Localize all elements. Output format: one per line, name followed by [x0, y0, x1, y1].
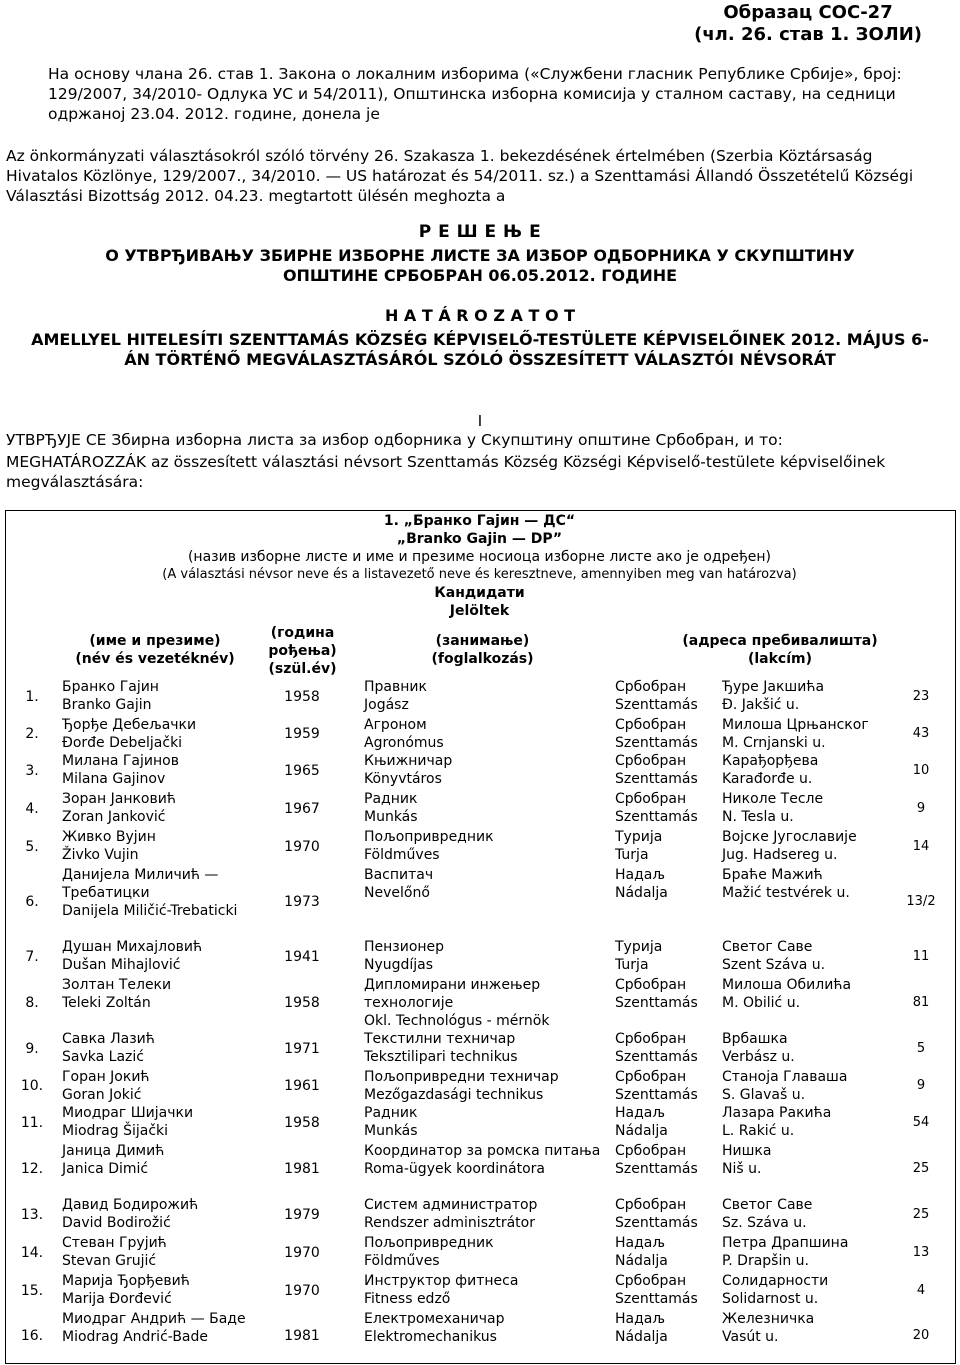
list-desc-sr: (назив изборне листе и име и презиме носиоца изборне листе ако је одређен) [187, 549, 772, 565]
place-hu: Szenttamás [615, 1215, 698, 1231]
place [615, 1104, 715, 1140]
place [615, 938, 715, 974]
occupation-hu: Földműves [364, 847, 440, 863]
occupation-hu: Roma-ügyek koordinátora [364, 1161, 546, 1177]
name-hu: Dušan Mihajlović [62, 957, 181, 973]
house-number: 13 [912, 1245, 930, 1260]
place-sr: Србобран [615, 717, 687, 733]
occupation-hu: Agronómus [364, 735, 444, 751]
row-number: 13. [20, 1207, 44, 1223]
occupation-hu: Jogász [364, 697, 409, 713]
row-number: 8. [25, 995, 39, 1011]
house-number: 13/2 [906, 894, 936, 909]
table-row [0, 1272, 960, 1310]
street [722, 1310, 887, 1346]
name-hu: David Bodirožić [62, 1215, 171, 1231]
house-number: 23 [912, 689, 930, 704]
place-sr: Србобран [615, 753, 687, 769]
table-row [0, 1234, 960, 1272]
place [615, 828, 715, 864]
place-hu: Szenttamás [615, 1291, 698, 1307]
candidates-label-sr: Кандидати [434, 585, 525, 601]
birth-year: 1970 [284, 1283, 320, 1299]
place-sr: Србобран [615, 1143, 687, 1159]
house-number: 25 [912, 1161, 930, 1176]
place-hu: Szenttamás [615, 995, 698, 1011]
place [615, 976, 715, 1012]
col-year-header [255, 624, 350, 678]
intro-hungarian: Az önkormányzati választásokról szóló törvény 26. Szakasza 1. bekezdésének értelmében (Szerbia Köztársaság Hivatalos Közlönye, 129/2007., 34/2010. — US határozat és 54/2011. sz.) a Szenttamási Állandó Összetételű Községi Választási Bizottság 2012. 04.23. megtartott ülésén meghozta a [6, 147, 914, 205]
name-hu: Goran Jokić [62, 1087, 142, 1103]
street-sr: Војске Југославије [722, 829, 857, 845]
table-row [0, 1104, 960, 1142]
table-row [0, 1196, 960, 1234]
candidate-name [62, 1104, 257, 1140]
col-year-hu: (szül.év) [268, 661, 337, 677]
occupation [364, 1142, 609, 1178]
street-sr: Станоја Главаша [722, 1069, 848, 1085]
street-sr: Петра Драпшина [722, 1235, 849, 1251]
col-year-sr: (година рођења) [268, 625, 337, 659]
place-hu: Turja [615, 847, 649, 863]
occupation-sr: Пољопривредник [364, 1235, 494, 1251]
place-sr: Србобран [615, 1273, 687, 1289]
name-sr: Душан Михајловић [62, 939, 203, 955]
birth-year: 1981 [284, 1161, 320, 1177]
street [722, 1234, 887, 1270]
street-hu: M. Obilić u. [722, 995, 801, 1011]
place [615, 752, 715, 788]
street-hu: Mažić testvérek u. [722, 885, 850, 901]
name-sr: Ђорђе Дебељачки [62, 717, 197, 733]
intro-serbian: На основу члана 26. став 1. Закона о локалним изборима («Службени гласник Републике Србије», број: 129/2007, 34/2010- Одлука УС и 54/2011), Општинска изборна комисија у сталном саставу, на седници одржаној 23.04. 2012. године, донела је [48, 65, 902, 123]
occupation [364, 678, 609, 714]
house-number: 4 [916, 1283, 926, 1298]
street [722, 1142, 887, 1178]
candidate-name [62, 1272, 257, 1308]
place [615, 1196, 715, 1232]
street-hu: Đ. Jakšić u. [722, 697, 800, 713]
occupation-hu: Könyvtáros [364, 771, 442, 787]
col-job-hu: (foglalkozás) [431, 651, 534, 667]
place [615, 1272, 715, 1308]
occupation-hu: Földműves [364, 1253, 440, 1269]
form-code: Образац СОС-27 [723, 2, 893, 23]
candidate-name [62, 938, 257, 974]
occupation [364, 1234, 609, 1270]
place-hu: Szenttamás [615, 1049, 698, 1065]
occupation-sr: Васпитач [364, 867, 434, 883]
occupation [364, 938, 609, 974]
place [615, 1142, 715, 1178]
street-hu: Sz. Száva u. [722, 1215, 807, 1231]
occupation [364, 976, 609, 1030]
occupation [364, 752, 609, 788]
street-hu: Szent Száva u. [722, 957, 826, 973]
name-sr: Марија Ђорђевић [62, 1273, 190, 1289]
house-number: 9 [916, 1078, 926, 1093]
place [615, 678, 715, 714]
decision-title-sr: Р Е Ш Е Њ Е [418, 222, 542, 242]
name-hu: Milana Gajinov [62, 771, 166, 787]
place-hu: Nádalja [615, 1253, 668, 1269]
birth-year: 1979 [284, 1207, 320, 1223]
street [722, 976, 887, 1012]
street [722, 866, 887, 902]
place-sr: Турија [615, 829, 663, 845]
occupation-hu: Okl. Technológus - mérnök [364, 1013, 550, 1029]
street-hu: Verbász u. [722, 1049, 795, 1065]
name-sr: Савка Лазић [62, 1031, 155, 1047]
candidate-name [62, 716, 257, 752]
occupation-hu: Mezőgazdasági technikus [364, 1087, 544, 1103]
birth-year: 1958 [284, 1115, 320, 1131]
street [722, 752, 887, 788]
birth-year: 1958 [284, 995, 320, 1011]
name-sr: Живко Вујин [62, 829, 156, 845]
row-number: 3. [25, 763, 39, 779]
place-hu: Nádalja [615, 885, 668, 901]
row-number: 16. [20, 1328, 44, 1344]
occupation [364, 1068, 609, 1104]
decision-subtitle-hu: AMELLYEL HITELESÍTI SZENTTAMÁS KÖZSÉG KÉPVISELŐ-TESTÜLETE KÉPVISELŐINEK 2012. MÁJUS 6-ÁN TÖRTÉNŐ MEGVÁLASZTÁSÁRÓL SZÓLÓ ÖSSZESÍTETT VÁLASZTÓI NÉVSORÁT [31, 330, 929, 369]
occupation-hu: Munkás [364, 1123, 418, 1139]
birth-year: 1959 [284, 726, 320, 742]
name-sr: Бранко Гајин [62, 679, 159, 695]
occupation-hu: Nyugdíjas [364, 957, 434, 973]
name-sr: Давид Бодирожић [62, 1197, 199, 1213]
decision-title-hu: H A T Á R O Z A T O T [384, 306, 576, 325]
col-name-header [55, 632, 255, 668]
place-sr: Турија [615, 939, 663, 955]
occupation-sr: Систем администратор [364, 1197, 538, 1213]
name-sr: Јаница Димић [62, 1143, 165, 1159]
street-sr: Нишка [722, 1143, 772, 1159]
street-sr: Светог Саве [722, 1197, 813, 1213]
street-sr: Солидарности [722, 1273, 829, 1289]
street [722, 678, 887, 714]
list-title-sr: 1. „Бранко Гајин — ДС“ [383, 513, 576, 529]
form-article: (чл. 26. став 1. ЗОЛИ) [694, 24, 922, 45]
house-number: 25 [912, 1207, 930, 1222]
name-sr: Миодраг Андрић — Баде [62, 1311, 246, 1327]
birth-year: 1958 [284, 689, 320, 705]
street-hu: N. Tesla u. [722, 809, 794, 825]
place [615, 1068, 715, 1104]
birth-year: 1941 [284, 949, 320, 965]
street [722, 1196, 887, 1232]
place-sr: Србобран [615, 1031, 687, 1047]
street-sr: Николе Тесле [722, 791, 824, 807]
occupation-hu: Nevelőnő [364, 885, 430, 901]
house-number: 14 [912, 839, 930, 854]
birth-year: 1971 [284, 1041, 320, 1057]
place [615, 1310, 715, 1346]
occupation [364, 790, 609, 826]
occupation [364, 1310, 609, 1346]
row-number: 12. [20, 1161, 44, 1177]
occupation-sr: Пензионер [364, 939, 445, 955]
place-sr: Србобран [615, 1069, 687, 1085]
table-row [0, 1030, 960, 1068]
candidates-label-hu: Jelöltek [449, 603, 510, 619]
candidate-name [62, 1234, 257, 1270]
statement-hungarian: MEGHATÁROZZÁK az összesített választási névsort Szenttamás Község Községi Képviselő-testülete képviselőinek megválasztására: [6, 453, 886, 491]
list-header [5, 512, 954, 620]
table-row [0, 866, 960, 938]
row-number: 7. [25, 949, 39, 965]
row-number: 15. [20, 1283, 44, 1299]
table-row [0, 828, 960, 866]
place-sr: Србобран [615, 791, 687, 807]
birth-year: 1970 [284, 1245, 320, 1261]
house-number: 9 [916, 801, 926, 816]
place-hu: Szenttamás [615, 697, 698, 713]
name-hu: Živko Vujin [62, 847, 139, 863]
house-number: 5 [916, 1041, 926, 1056]
row-number: 1. [25, 689, 39, 705]
street-hu: Karađorđe u. [722, 771, 813, 787]
street-hu: Niš u. [722, 1161, 762, 1177]
occupation [364, 1272, 609, 1308]
candidate-name [62, 678, 257, 714]
col-address-header [610, 632, 950, 668]
occupation-sr: Координатор за ромска питања [364, 1143, 601, 1159]
candidate-name [62, 828, 257, 864]
birth-year: 1981 [284, 1328, 320, 1344]
occupation-hu: Munkás [364, 809, 418, 825]
street-sr: Светог Саве [722, 939, 813, 955]
col-address-hu: (lakcím) [747, 651, 813, 667]
candidate-name [62, 752, 257, 788]
place-hu: Nádalja [615, 1329, 668, 1345]
birth-year: 1973 [284, 894, 320, 910]
occupation-sr: Инструктор фитнеса [364, 1273, 519, 1289]
col-job-sr: (занимање) [435, 633, 530, 649]
name-sr: Зоран Јанковић [62, 791, 176, 807]
table-row [0, 938, 960, 976]
col-name-sr: (име и презиме) [89, 633, 221, 649]
street [722, 716, 887, 752]
row-number: 6. [25, 894, 39, 910]
occupation-sr: Радник [364, 791, 418, 807]
birth-year: 1965 [284, 763, 320, 779]
name-hu: Branko Gajin [62, 697, 152, 713]
section-number: I [477, 412, 483, 430]
table-row [0, 1068, 960, 1104]
col-job-header [360, 632, 605, 668]
street [722, 1272, 887, 1308]
street-hu: P. Drapšin u. [722, 1253, 809, 1269]
table-row [0, 790, 960, 828]
house-number: 43 [912, 726, 930, 741]
street-sr: Лазара Ракића [722, 1105, 832, 1121]
row-number: 5. [25, 839, 39, 855]
house-number: 54 [912, 1115, 930, 1130]
place-sr: Србобран [615, 1197, 687, 1213]
decision-subtitle-sr: О УТВРЂИВАЊУ ЗБИРНЕ ИЗБОРНЕ ЛИСТЕ ЗА ИЗБОР ОДБОРНИКА У СКУПШТИНУ ОПШТИНЕ СРБОБРАН 06.05.2012. ГОДИНЕ [105, 246, 855, 285]
name-sr: Милана Гајинов [62, 753, 179, 769]
place-hu: Szenttamás [615, 771, 698, 787]
candidate-name [62, 1030, 257, 1066]
table-row [0, 976, 960, 1030]
list-desc-hu: (A választási névsor neve és a listavezető neve és keresztneve, amennyiben meg van határozva) [162, 567, 797, 582]
row-number: 11. [20, 1115, 44, 1131]
table-row [0, 716, 960, 752]
name-hu: Teleki Zoltán [62, 995, 151, 1011]
house-number: 10 [912, 763, 930, 778]
occupation [364, 828, 609, 864]
street [722, 938, 887, 974]
row-number: 2. [25, 726, 39, 742]
birth-year: 1967 [284, 801, 320, 817]
row-number: 10. [20, 1078, 44, 1094]
place-hu: Turja [615, 957, 649, 973]
name-hu: Miodrag Šijački [62, 1123, 169, 1139]
occupation-sr: Књижничар [364, 753, 453, 769]
row-number: 4. [25, 801, 39, 817]
candidate-name [62, 866, 257, 920]
place-sr: Надаљ [615, 1311, 665, 1327]
street-hu: Jug. Hadsereg u. [722, 847, 838, 863]
street [722, 828, 887, 864]
occupation-hu: Elektromechanikus [364, 1329, 497, 1345]
name-sr: Данијела Миличић — Требатицки [62, 867, 219, 901]
house-number: 20 [912, 1328, 930, 1343]
candidate-name [62, 790, 257, 826]
list-title-hu: „Branko Gajin — DP” [396, 531, 563, 547]
place-hu: Szenttamás [615, 809, 698, 825]
occupation-hu: Rendszer adminisztrátor [364, 1215, 535, 1231]
candidate-name [62, 976, 257, 1012]
row-number: 14. [20, 1245, 44, 1261]
occupation-hu: Teksztilipari technikus [364, 1049, 518, 1065]
candidate-name [62, 1142, 257, 1178]
statement-serbian: УТВРЂУЈЕ СЕ Збирна изборна листа за избор одборника у Скупштину општине Србобран, и то: [6, 431, 783, 449]
place [615, 1234, 715, 1270]
occupation-sr: Текстилни техничар [364, 1031, 516, 1047]
name-hu: Đorđe Debeljački [62, 735, 183, 751]
occupation-sr: Електромеханичар [364, 1311, 505, 1327]
candidate-name [62, 1196, 257, 1232]
street [722, 1104, 887, 1140]
place-sr: Србобран [615, 679, 687, 695]
table-row [0, 752, 960, 790]
occupation [364, 1030, 609, 1066]
place-hu: Szenttamás [615, 1161, 698, 1177]
candidate-name [62, 1310, 257, 1346]
street-hu: Solidarnost u. [722, 1291, 819, 1307]
occupation-sr: Пољопривредни техничар [364, 1069, 559, 1085]
name-hu: Savka Lazić [62, 1049, 144, 1065]
street-sr: Врбашка [722, 1031, 788, 1047]
form-code-block [694, 2, 922, 46]
street-sr: Милоша Црњанског [722, 717, 869, 733]
place-hu: Szenttamás [615, 1087, 698, 1103]
street-hu: Vasút u. [722, 1329, 779, 1345]
birth-year: 1970 [284, 839, 320, 855]
street [722, 1030, 887, 1066]
candidate-name [62, 1068, 257, 1104]
table-row [0, 1142, 960, 1196]
place [615, 716, 715, 752]
name-hu: Janica Dimić [62, 1161, 149, 1177]
name-sr: Миодраг Шијачки [62, 1105, 194, 1121]
place-hu: Szenttamás [615, 735, 698, 751]
occupation-sr: Правник [364, 679, 427, 695]
place-sr: Надаљ [615, 1235, 665, 1251]
place [615, 866, 715, 902]
house-number: 81 [912, 995, 930, 1010]
street-sr: Ђуре Јакшића [722, 679, 825, 695]
name-sr: Стеван Грујић [62, 1235, 167, 1251]
col-name-hu: (név és vezetéknév) [75, 651, 235, 667]
birth-year: 1961 [284, 1078, 320, 1094]
occupation [364, 866, 609, 902]
name-hu: Zoran Janković [62, 809, 166, 825]
occupation-hu: Fitness edző [364, 1291, 451, 1307]
place-sr: Надаљ [615, 867, 665, 883]
table-row [0, 1310, 960, 1362]
street-hu: L. Rakić u. [722, 1123, 795, 1139]
col-address-sr: (адреса пребивалишта) [682, 633, 878, 649]
name-hu: Stevan Grujić [62, 1253, 157, 1269]
name-hu: Miodrag Andrić-Bade [62, 1329, 209, 1345]
street-sr: Милоша Обилића [722, 977, 852, 993]
place-sr: Србобран [615, 977, 687, 993]
occupation [364, 716, 609, 752]
place-sr: Надаљ [615, 1105, 665, 1121]
occupation-sr: Радник [364, 1105, 418, 1121]
name-hu: Danijela Miličić-Trebaticki [62, 903, 238, 919]
place-hu: Nádalja [615, 1123, 668, 1139]
house-number: 11 [912, 949, 930, 964]
street [722, 790, 887, 826]
row-number: 9. [25, 1041, 39, 1057]
occupation-sr: Агроном [364, 717, 427, 733]
name-sr: Горан Јокић [62, 1069, 150, 1085]
name-hu: Marija Đorđević [62, 1291, 172, 1307]
street-sr: Браће Мажић [722, 867, 823, 883]
place [615, 1030, 715, 1066]
table-row [0, 678, 960, 716]
street-sr: Железничка [722, 1311, 815, 1327]
occupation-sr: Пољопривредник [364, 829, 494, 845]
occupation [364, 1104, 609, 1140]
street-sr: Карађорђева [722, 753, 819, 769]
street-hu: M. Crnjanski u. [722, 735, 826, 751]
name-sr: Золтан Телеки [62, 977, 172, 993]
street-hu: S. Glavaš u. [722, 1087, 806, 1103]
occupation [364, 1196, 609, 1232]
occupation-sr: Дипломирани инжењер технологије [364, 977, 541, 1011]
place [615, 790, 715, 826]
street [722, 1068, 887, 1104]
